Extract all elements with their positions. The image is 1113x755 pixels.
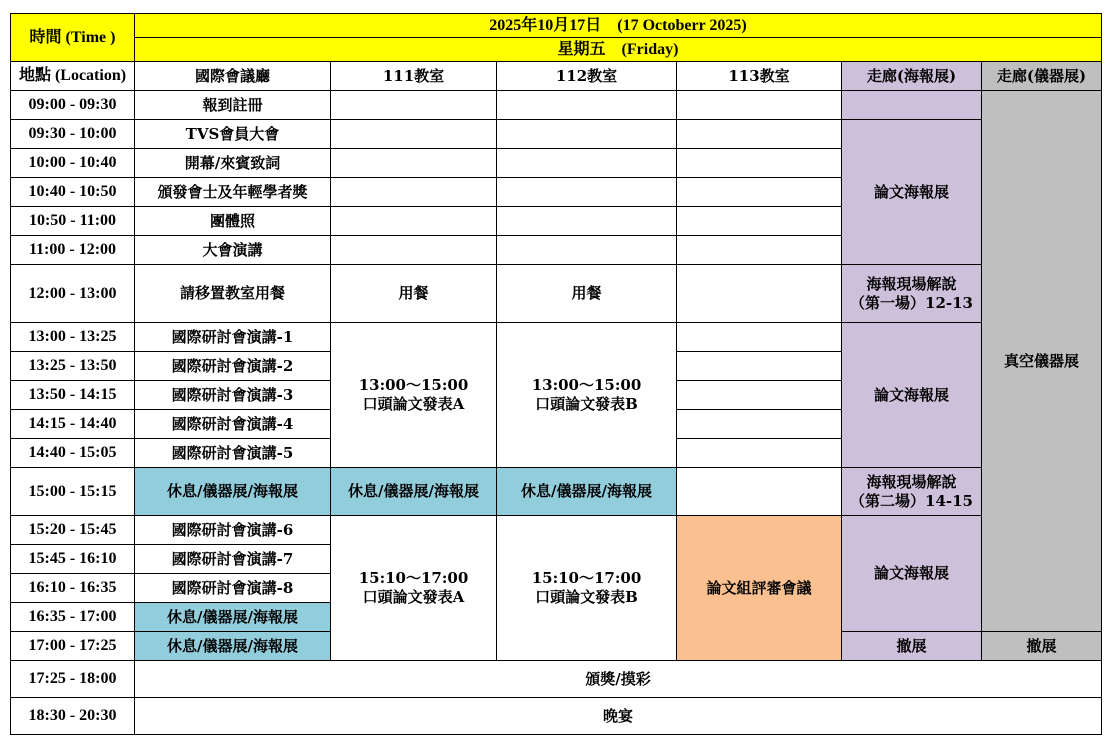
hall-event: 國際研討會演講-5 xyxy=(135,439,331,468)
poster-exhibit: 論文海報展 xyxy=(842,516,982,632)
room112-oral-session-b: 13:00～15:00 口頭論文發表B xyxy=(497,323,677,468)
time-slot: 12:00 - 13:00 xyxy=(11,265,135,323)
empty-cell xyxy=(677,149,842,178)
empty-cell xyxy=(497,178,677,207)
room112-oral-session-b: 15:10～17:00 口頭論文發表B xyxy=(497,516,677,661)
time-slot: 10:50 - 11:00 xyxy=(11,207,135,236)
time-slot: 16:35 - 17:00 xyxy=(11,603,135,632)
empty-cell xyxy=(677,265,842,323)
time-slot: 15:00 - 15:15 xyxy=(11,468,135,516)
poster-live-session-2: 海報現場解說 （第二場）14-15 xyxy=(842,468,982,516)
room111-oral-session-a: 15:10～17:00 口頭論文發表A xyxy=(331,516,497,661)
poster-live-session-1: 海報現場解說 （第一場）12-13 xyxy=(842,265,982,323)
empty-cell xyxy=(677,439,842,468)
empty-cell xyxy=(677,410,842,439)
time-slot: 18:30 - 20:30 xyxy=(11,698,135,735)
time-slot: 17:00 - 17:25 xyxy=(11,632,135,661)
empty-cell xyxy=(331,91,497,120)
time-slot: 10:00 - 10:40 xyxy=(11,149,135,178)
hall-break: 休息/儀器展/海報展 xyxy=(135,632,331,661)
time-slot: 14:15 - 14:40 xyxy=(11,410,135,439)
hall-event: 國際研討會演講-6 xyxy=(135,516,331,545)
empty-cell xyxy=(331,149,497,178)
empty-cell xyxy=(677,91,842,120)
time-slot: 15:45 - 16:10 xyxy=(11,545,135,574)
hall-event: TVS會員大會 xyxy=(135,120,331,149)
empty-cell xyxy=(677,178,842,207)
location-header: 地點 (Location) xyxy=(11,62,135,91)
time-slot: 14:40 - 15:05 xyxy=(11,439,135,468)
empty-cell xyxy=(497,120,677,149)
hall-break: 休息/儀器展/海報展 xyxy=(135,603,331,632)
empty-cell xyxy=(677,207,842,236)
hall-event: 國際研討會演講-7 xyxy=(135,545,331,574)
time-slot: 09:30 - 10:00 xyxy=(11,120,135,149)
room111-oral-session-a: 13:00～15:00 口頭論文發表A xyxy=(331,323,497,468)
hall-event: 團體照 xyxy=(135,207,331,236)
award-ceremony: 頒獎/摸彩 xyxy=(135,661,1102,698)
poster-empty-cell xyxy=(842,91,982,120)
empty-cell xyxy=(677,381,842,410)
date-header: 2025年10月17日 (17 Octoberr 2025) xyxy=(135,14,1102,38)
hall-event: 大會演講 xyxy=(135,236,331,265)
hall-event: 開幕/來賓致詞 xyxy=(135,149,331,178)
room-header-111: 111教室 xyxy=(331,62,497,91)
room-header-instrument-corridor: 走廊(儀器展) xyxy=(982,62,1102,91)
empty-cell xyxy=(331,178,497,207)
room113-review-meeting: 論文組評審會議 xyxy=(677,516,842,661)
hall-event: 國際研討會演講-2 xyxy=(135,352,331,381)
hall-event: 請移置教室用餐 xyxy=(135,265,331,323)
time-header: 時間 (Time ) xyxy=(11,14,135,62)
empty-cell xyxy=(331,236,497,265)
empty-cell xyxy=(331,207,497,236)
hall-event: 國際研討會演講-3 xyxy=(135,381,331,410)
room111-lunch: 用餐 xyxy=(331,265,497,323)
empty-cell xyxy=(677,236,842,265)
hall-event: 國際研討會演講-4 xyxy=(135,410,331,439)
time-slot: 11:00 - 12:00 xyxy=(11,236,135,265)
hall-event: 頒發會士及年輕學者獎 xyxy=(135,178,331,207)
poster-exhibit: 論文海報展 xyxy=(842,323,982,468)
poster-teardown: 撤展 xyxy=(842,632,982,661)
hall-event: 國際研討會演講-1 xyxy=(135,323,331,352)
time-slot: 15:20 - 15:45 xyxy=(11,516,135,545)
room112-break: 休息/儀器展/海報展 xyxy=(497,468,677,516)
room-header-hall: 國際會議廳 xyxy=(135,62,331,91)
empty-cell xyxy=(497,236,677,265)
time-slot: 13:00 - 13:25 xyxy=(11,323,135,352)
room-header-poster-corridor: 走廊(海報展) xyxy=(842,62,982,91)
schedule-table xyxy=(10,13,1102,735)
empty-cell xyxy=(497,91,677,120)
empty-cell xyxy=(497,149,677,178)
empty-cell xyxy=(677,352,842,381)
time-slot: 13:25 - 13:50 xyxy=(11,352,135,381)
time-slot: 17:25 - 18:00 xyxy=(11,661,135,698)
empty-cell xyxy=(677,120,842,149)
empty-cell xyxy=(677,468,842,516)
time-slot: 10:40 - 10:50 xyxy=(11,178,135,207)
room-header-113: 113教室 xyxy=(677,62,842,91)
hall-event: 國際研討會演講-8 xyxy=(135,574,331,603)
time-slot: 16:10 - 16:35 xyxy=(11,574,135,603)
poster-exhibit: 論文海報展 xyxy=(842,120,982,265)
hall-break: 休息/儀器展/海報展 xyxy=(135,468,331,516)
weekday-header: 星期五 (Friday) xyxy=(135,38,1102,62)
instrument-exhibit: 真空儀器展 xyxy=(982,91,1102,632)
room-header-112: 112教室 xyxy=(497,62,677,91)
instrument-teardown: 撤展 xyxy=(982,632,1102,661)
time-slot: 09:00 - 09:30 xyxy=(11,91,135,120)
room112-lunch: 用餐 xyxy=(497,265,677,323)
hall-event: 報到註冊 xyxy=(135,91,331,120)
room111-break: 休息/儀器展/海報展 xyxy=(331,468,497,516)
empty-cell xyxy=(497,207,677,236)
empty-cell xyxy=(331,120,497,149)
banquet: 晚宴 xyxy=(135,698,1102,735)
empty-cell xyxy=(677,323,842,352)
time-slot: 13:50 - 14:15 xyxy=(11,381,135,410)
